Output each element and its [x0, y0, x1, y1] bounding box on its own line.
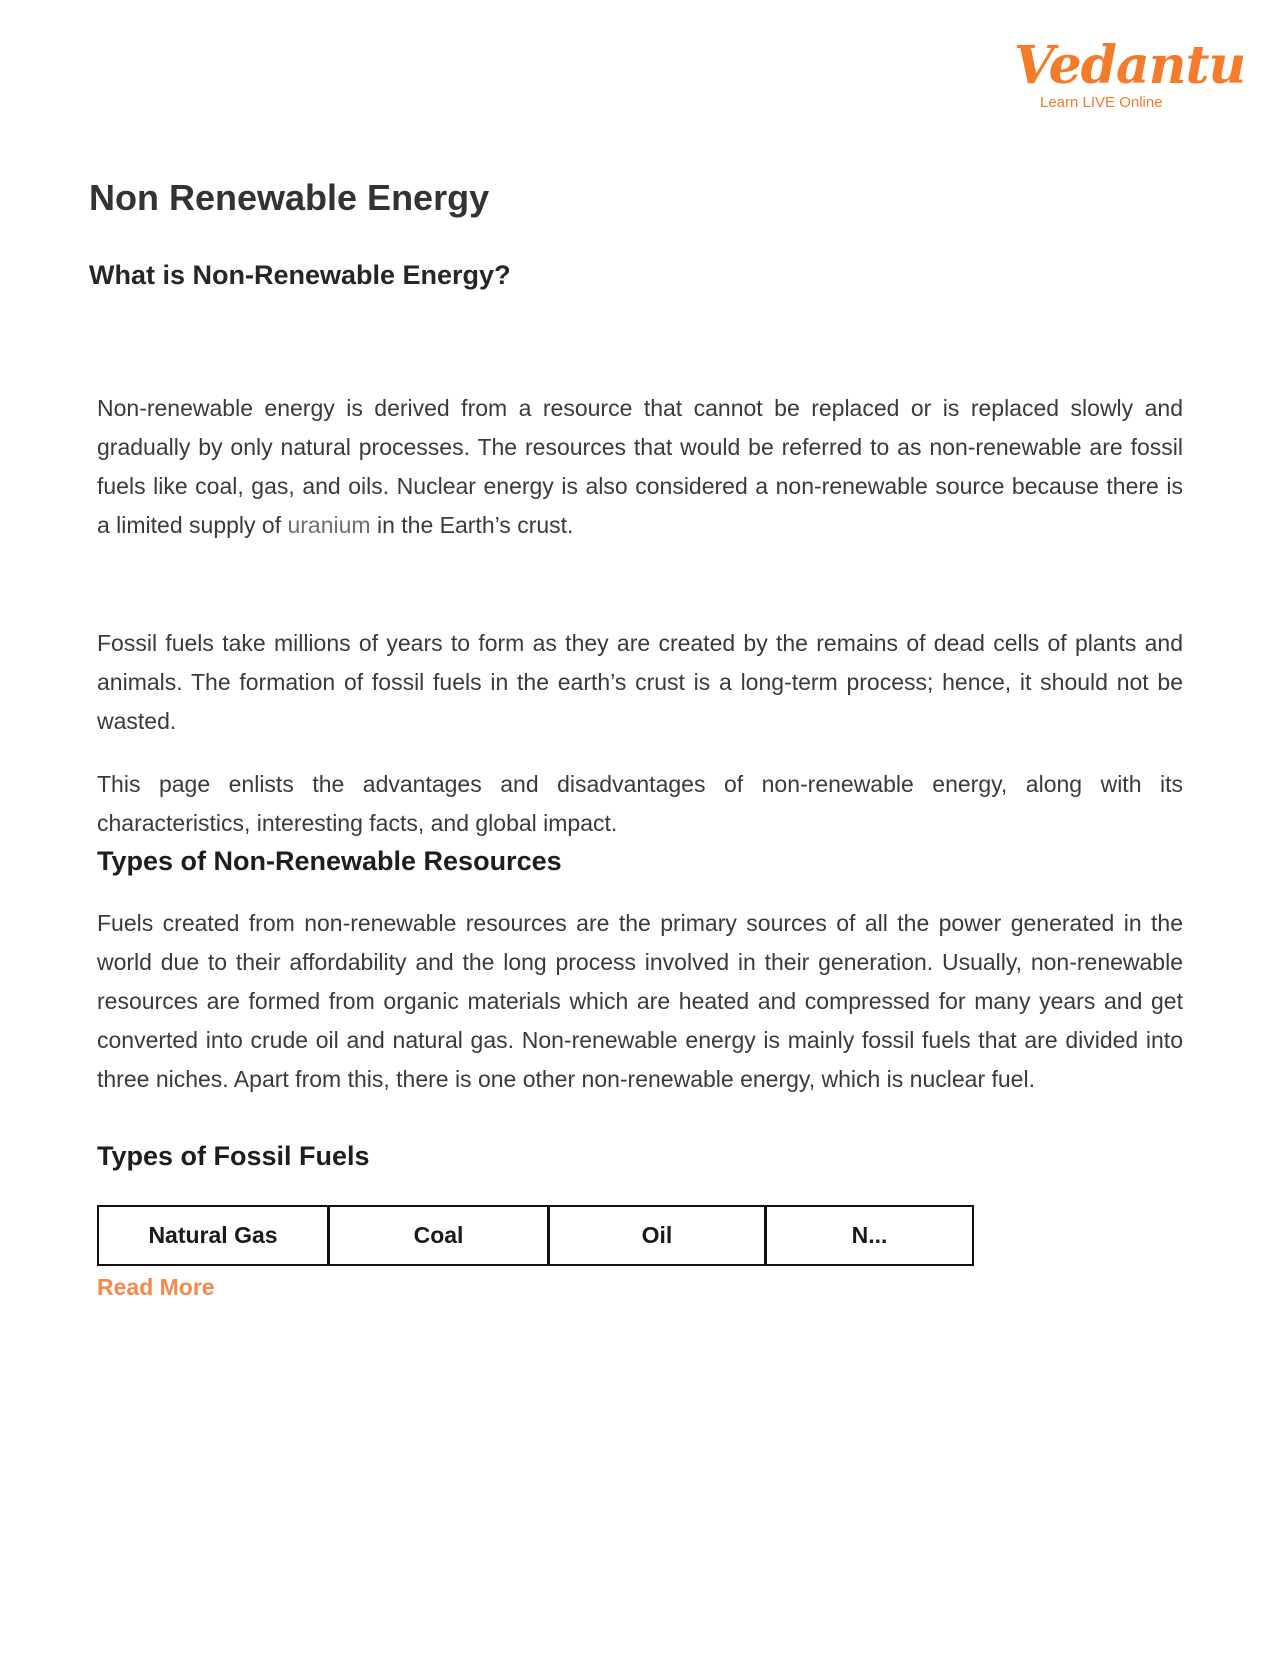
page-title: Non Renewable Energy: [89, 177, 490, 218]
types-of-resources-heading: Types of Non-Renewable Resources: [97, 846, 562, 876]
logo-brand-text: Vedantu: [1014, 35, 1246, 96]
section-subtitle: What is Non-Renewable Energy?: [89, 260, 511, 290]
vedantu-logo: [1014, 35, 1246, 116]
resources-paragraph: Fuels created from non-renewable resources are the primary sources of all the power generated in the world due to their affordability and the long process involved in their generation. Usually, non-renewable resources are formed from organic materials which are heated and compressed for many years and get converted into crude oil and natural gas. Non-renewable energy is mainly fossil fuels that are divided into three niches. Apart from this, there is one other non-renewable energy, which is nuclear fuel.: [97, 910, 1183, 1092]
read-more-link[interactable]: Read More: [97, 1274, 215, 1300]
fuel-cell-coal: Coal: [327, 1207, 547, 1264]
fuel-cell-oil: Oil: [547, 1207, 764, 1264]
fossil-formation-paragraph: Fossil fuels take millions of years to form as they are created by the remains of dead cells of plants and animals. The formation of fossil fuels in the earth’s crust is a long-term process; hence, it should not be wasted.: [97, 630, 1183, 734]
intro-text-end: in the Earth’s crust.: [370, 512, 574, 538]
types-of-fuels-heading: Types of Fossil Fuels: [97, 1141, 370, 1171]
intro-text-start: Non-renewable energy is derived from a resource that cannot be replaced or is replaced slowly and gradually by only natural processes. The resources that would be referred to as non-renewable are fossil fuels like coal, gas, and oils. Nuclear energy is also considered a non-renewable source because there is a limited supply of: [97, 395, 1183, 538]
page-overview-paragraph: This page enlists the advantages and disadvantages of non-renewable energy, along with its characteristics, interesting facts, and global impact.: [97, 771, 1183, 836]
fuel-cell-natural-gas: Natural Gas: [148, 1222, 278, 1248]
logo-tagline: Learn LIVE Online: [1040, 94, 1163, 111]
intro-paragraph: [97, 389, 1183, 545]
uranium-link[interactable]: uranium: [287, 512, 371, 538]
fossil-fuel-table: [97, 1205, 974, 1266]
fuel-cell-truncated: N...: [764, 1207, 972, 1264]
